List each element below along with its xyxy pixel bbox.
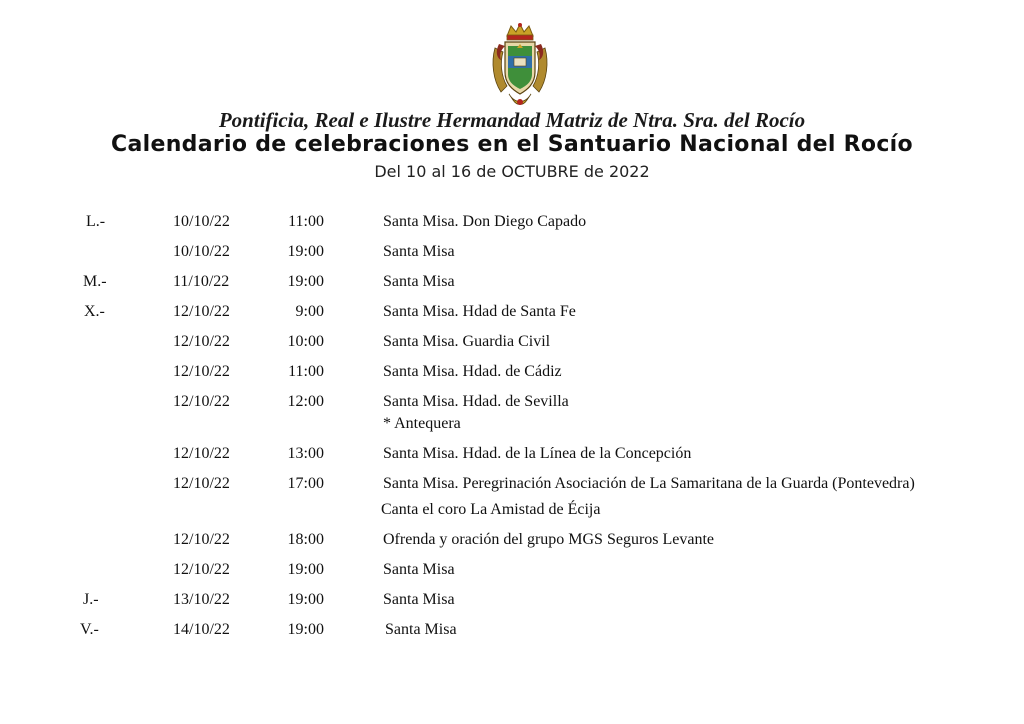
schedule-row: [0, 272, 1024, 294]
description-cell: Santa Misa: [383, 273, 455, 290]
schedule-row: [0, 302, 1024, 324]
date-cell: 12/10/22: [173, 333, 230, 350]
date-cell: 13/10/22: [173, 591, 230, 608]
date-cell: 12/10/22: [173, 531, 230, 548]
schedule-row: [0, 242, 1024, 264]
weekday-label: X.-: [84, 303, 105, 320]
schedule-row: [0, 620, 1024, 642]
schedule-row: [0, 212, 1024, 234]
time-cell: 18:00: [287, 531, 324, 548]
time-cell: 10:00: [287, 333, 324, 350]
schedule-row: [0, 590, 1024, 612]
time-cell: 19:00: [287, 621, 324, 638]
date-cell: 14/10/22: [173, 621, 230, 638]
weekday-label: L.-: [86, 213, 106, 230]
weekday-label: J.-: [83, 591, 99, 608]
description-cell: Santa Misa: [385, 621, 457, 638]
time-cell: 12:00: [287, 393, 324, 410]
date-cell: 12/10/22: [173, 445, 230, 462]
page-title: Calendario de celebraciones en el Santuario Nacional del Rocío: [111, 132, 913, 157]
description-cell: Santa Misa: [383, 591, 455, 608]
schedule-row: [0, 530, 1024, 552]
date-cell: 10/10/22: [173, 213, 230, 230]
date-range-subtitle: Del 10 al 16 de OCTUBRE de 2022: [374, 162, 650, 181]
schedule-row: [0, 332, 1024, 354]
date-cell: 12/10/22: [173, 393, 230, 410]
schedule-row: [0, 474, 1024, 496]
description-cell: Santa Misa: [383, 561, 455, 578]
time-cell: 19:00: [287, 273, 324, 290]
time-cell: 11:00: [288, 363, 324, 380]
time-cell: 19:00: [287, 591, 324, 608]
description-cell: Santa Misa: [383, 243, 455, 260]
date-cell: 12/10/22: [173, 303, 230, 320]
note-choir: Canta el coro La Amistad de Écija: [381, 501, 601, 518]
schedule-row: [0, 444, 1024, 466]
schedule-row: [0, 362, 1024, 384]
weekday-label: V.-: [80, 621, 99, 638]
time-cell: 17:00: [287, 475, 324, 492]
description-cell: Santa Misa. Hdad. de Sevilla: [383, 393, 569, 410]
date-cell: 10/10/22: [173, 243, 230, 260]
date-cell: 12/10/22: [173, 475, 230, 492]
description-cell: Santa Misa. Don Diego Capado: [383, 213, 587, 230]
time-cell: 19:00: [287, 243, 324, 260]
description-cell: Santa Misa. Hdad de Santa Fe: [383, 303, 576, 320]
schedule-row: [0, 560, 1024, 582]
schedule-row: [0, 392, 1024, 414]
description-cell: Santa Misa. Guardia Civil: [383, 333, 551, 350]
time-cell: 9:00: [295, 303, 324, 320]
date-cell: 12/10/22: [173, 363, 230, 380]
description-cell: Santa Misa. Hdad. de Cádiz: [383, 363, 562, 380]
time-cell: 19:00: [287, 561, 324, 578]
brotherhood-crest-icon: [489, 22, 551, 108]
date-cell: 12/10/22: [173, 561, 230, 578]
date-cell: 11/10/22: [173, 273, 230, 290]
note-antequera: * Antequera: [383, 415, 461, 432]
weekday-label: M.-: [83, 273, 107, 290]
description-cell: Ofrenda y oración del grupo MGS Seguros Levante: [383, 531, 715, 548]
time-cell: 13:00: [287, 445, 324, 462]
time-cell: 11:00: [288, 213, 324, 230]
brotherhood-name: Pontificia, Real e Ilustre Hermandad Matriz de Ntra. Sra. del Rocío: [218, 108, 806, 132]
description-cell: Santa Misa. Hdad. de la Línea de la Concepción: [383, 445, 692, 462]
description-cell: Santa Misa. Peregrinación Asociación de La Samaritana de la Guarda (Pontevedra): [383, 475, 915, 492]
